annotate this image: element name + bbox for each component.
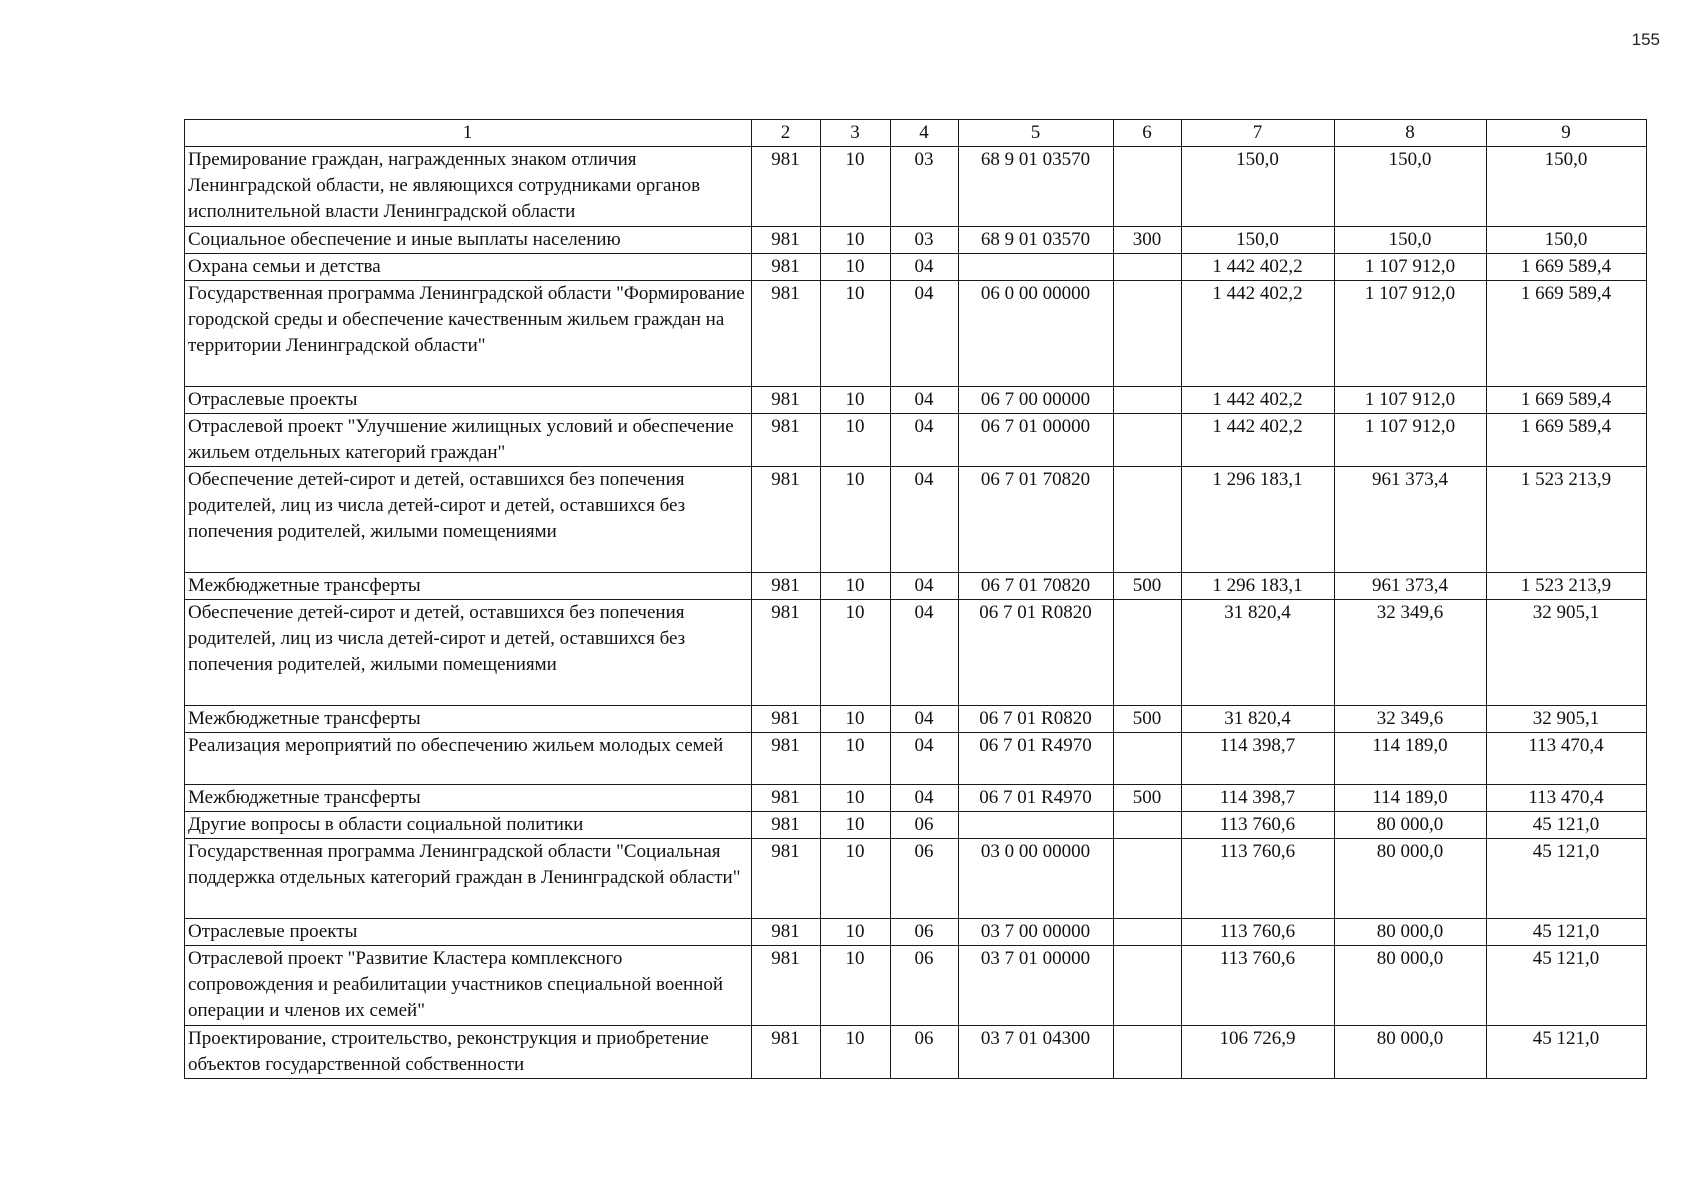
expense-type-code-cell [1114, 387, 1182, 414]
target-article-code-cell: 06 0 00 00000 [959, 281, 1114, 387]
table-row [185, 785, 1647, 812]
amount-year-3-cell: 1 523 213,9 [1487, 573, 1647, 600]
target-article-code-cell: 06 7 01 R0820 [959, 600, 1114, 706]
expense-type-code-cell [1114, 254, 1182, 281]
table-row [185, 281, 1647, 387]
section-code-cell: 10 [821, 812, 891, 839]
section-code-cell: 10 [821, 946, 891, 1026]
column-header: 5 [959, 120, 1114, 147]
column-header: 1 [185, 120, 752, 147]
line-item-name-cell: Межбюджетные трансферты [185, 573, 752, 600]
line-item-name-cell: Другие вопросы в области социальной политики [185, 812, 752, 839]
line-item-name-cell: Отраслевой проект "Развитие Кластера комплексного сопровождения и реабилитации участников специальной военной операции и членов их семей" [185, 946, 752, 1026]
amount-year-2-cell: 114 189,0 [1335, 785, 1487, 812]
amount-year-3-cell: 45 121,0 [1487, 812, 1647, 839]
subsection-code-cell: 06 [891, 812, 959, 839]
subsection-code-cell: 04 [891, 281, 959, 387]
expense-type-code-cell [1114, 946, 1182, 1026]
amount-year-3-cell: 32 905,1 [1487, 706, 1647, 733]
subsection-code-cell: 04 [891, 785, 959, 812]
line-item-name-cell: Реализация мероприятий по обеспечению жильем молодых семей [185, 733, 752, 785]
section-code-cell: 10 [821, 600, 891, 706]
amount-year-1-cell: 113 760,6 [1182, 946, 1335, 1026]
amount-year-1-cell: 113 760,6 [1182, 812, 1335, 839]
section-code-cell: 10 [821, 281, 891, 387]
target-article-code-cell [959, 254, 1114, 281]
header-row [185, 120, 1647, 147]
table-row [185, 254, 1647, 281]
amount-year-3-cell: 1 523 213,9 [1487, 467, 1647, 573]
line-item-name-cell: Государственная программа Ленинградской области "Формирование городской среды и обеспечение качественным жильем граждан на территории Ленинградской области" [185, 281, 752, 387]
expense-type-code-cell [1114, 919, 1182, 946]
amount-year-1-cell: 1 442 402,2 [1182, 254, 1335, 281]
line-item-name-cell: Межбюджетные трансферты [185, 706, 752, 733]
table-row [185, 733, 1647, 785]
ministry-code-cell: 981 [752, 147, 821, 227]
amount-year-2-cell: 80 000,0 [1335, 839, 1487, 919]
subsection-code-cell: 04 [891, 254, 959, 281]
target-article-code-cell: 06 7 01 R0820 [959, 706, 1114, 733]
amount-year-3-cell: 45 121,0 [1487, 919, 1647, 946]
amount-year-1-cell: 1 442 402,2 [1182, 414, 1335, 467]
expense-type-code-cell: 500 [1114, 573, 1182, 600]
amount-year-3-cell: 1 669 589,4 [1487, 414, 1647, 467]
amount-year-2-cell: 1 107 912,0 [1335, 254, 1487, 281]
ministry-code-cell: 981 [752, 733, 821, 785]
amount-year-2-cell: 80 000,0 [1335, 812, 1487, 839]
ministry-code-cell: 981 [752, 600, 821, 706]
amount-year-3-cell: 113 470,4 [1487, 733, 1647, 785]
table-row [185, 414, 1647, 467]
subsection-code-cell: 06 [891, 946, 959, 1026]
ministry-code-cell: 981 [752, 281, 821, 387]
amount-year-3-cell: 150,0 [1487, 147, 1647, 227]
expense-type-code-cell [1114, 147, 1182, 227]
expense-type-code-cell [1114, 812, 1182, 839]
expense-type-code-cell [1114, 1026, 1182, 1079]
line-item-name-cell: Межбюджетные трансферты [185, 785, 752, 812]
expense-type-code-cell: 500 [1114, 785, 1182, 812]
target-article-code-cell: 06 7 00 00000 [959, 387, 1114, 414]
line-item-name-cell: Отраслевые проекты [185, 387, 752, 414]
expense-type-code-cell [1114, 600, 1182, 706]
section-code-cell: 10 [821, 919, 891, 946]
section-code-cell: 10 [821, 573, 891, 600]
table-row [185, 600, 1647, 706]
amount-year-2-cell: 1 107 912,0 [1335, 281, 1487, 387]
subsection-code-cell: 04 [891, 573, 959, 600]
amount-year-3-cell: 45 121,0 [1487, 946, 1647, 1026]
ministry-code-cell: 981 [752, 785, 821, 812]
column-header: 4 [891, 120, 959, 147]
section-code-cell: 10 [821, 733, 891, 785]
expense-type-code-cell [1114, 733, 1182, 785]
amount-year-3-cell: 32 905,1 [1487, 600, 1647, 706]
line-item-name-cell: Премирование граждан, награжденных знаком отличия Ленинградской области, не являющихся сотрудниками органов исполнительной власти Ленинградской области [185, 147, 752, 227]
column-header: 3 [821, 120, 891, 147]
budget-table [184, 119, 1647, 1079]
subsection-code-cell: 06 [891, 839, 959, 919]
ministry-code-cell: 981 [752, 1026, 821, 1079]
table-row [185, 387, 1647, 414]
line-item-name-cell: Государственная программа Ленинградской области "Социальная поддержка отдельных категорий граждан в Ленинградской области" [185, 839, 752, 919]
section-code-cell: 10 [821, 1026, 891, 1079]
amount-year-2-cell: 32 349,6 [1335, 706, 1487, 733]
expense-type-code-cell [1114, 281, 1182, 387]
table-row [185, 946, 1647, 1026]
amount-year-1-cell: 1 442 402,2 [1182, 281, 1335, 387]
amount-year-3-cell: 150,0 [1487, 227, 1647, 254]
amount-year-3-cell: 1 669 589,4 [1487, 387, 1647, 414]
ministry-code-cell: 981 [752, 919, 821, 946]
amount-year-1-cell: 1 296 183,1 [1182, 467, 1335, 573]
column-header: 7 [1182, 120, 1335, 147]
expense-type-code-cell: 300 [1114, 227, 1182, 254]
target-article-code-cell: 03 7 00 00000 [959, 919, 1114, 946]
line-item-name-cell: Охрана семьи и детства [185, 254, 752, 281]
subsection-code-cell: 04 [891, 414, 959, 467]
amount-year-1-cell: 1 442 402,2 [1182, 387, 1335, 414]
ministry-code-cell: 981 [752, 946, 821, 1026]
section-code-cell: 10 [821, 227, 891, 254]
section-code-cell: 10 [821, 706, 891, 733]
section-code-cell: 10 [821, 387, 891, 414]
amount-year-2-cell: 961 373,4 [1335, 573, 1487, 600]
table-row [185, 467, 1647, 573]
amount-year-3-cell: 1 669 589,4 [1487, 254, 1647, 281]
target-article-code-cell: 06 7 01 00000 [959, 414, 1114, 467]
column-header: 2 [752, 120, 821, 147]
target-article-code-cell: 06 7 01 70820 [959, 467, 1114, 573]
column-header: 6 [1114, 120, 1182, 147]
section-code-cell: 10 [821, 839, 891, 919]
ministry-code-cell: 981 [752, 573, 821, 600]
column-header: 8 [1335, 120, 1487, 147]
subsection-code-cell: 04 [891, 733, 959, 785]
amount-year-2-cell: 32 349,6 [1335, 600, 1487, 706]
amount-year-2-cell: 1 107 912,0 [1335, 387, 1487, 414]
amount-year-3-cell: 45 121,0 [1487, 1026, 1647, 1079]
section-code-cell: 10 [821, 467, 891, 573]
subsection-code-cell: 04 [891, 387, 959, 414]
target-article-code-cell: 03 7 01 00000 [959, 946, 1114, 1026]
amount-year-1-cell: 1 296 183,1 [1182, 573, 1335, 600]
table-row [185, 839, 1647, 919]
amount-year-2-cell: 150,0 [1335, 147, 1487, 227]
amount-year-2-cell: 961 373,4 [1335, 467, 1487, 573]
amount-year-2-cell: 80 000,0 [1335, 919, 1487, 946]
section-code-cell: 10 [821, 254, 891, 281]
ministry-code-cell: 981 [752, 839, 821, 919]
ministry-code-cell: 981 [752, 467, 821, 573]
expense-type-code-cell [1114, 467, 1182, 573]
expense-type-code-cell [1114, 414, 1182, 467]
table-row [185, 147, 1647, 227]
table-row [185, 1026, 1647, 1079]
target-article-code-cell: 06 7 01 R4970 [959, 785, 1114, 812]
expense-type-code-cell [1114, 839, 1182, 919]
amount-year-2-cell: 1 107 912,0 [1335, 414, 1487, 467]
expense-type-code-cell: 500 [1114, 706, 1182, 733]
amount-year-1-cell: 113 760,6 [1182, 919, 1335, 946]
section-code-cell: 10 [821, 785, 891, 812]
table-row [185, 919, 1647, 946]
line-item-name-cell: Социальное обеспечение и иные выплаты населению [185, 227, 752, 254]
line-item-name-cell: Обеспечение детей-сирот и детей, оставшихся без попечения родителей, лиц из числа детей-сирот и детей, оставшихся без попечения родителей, жилыми помещениями [185, 467, 752, 573]
ministry-code-cell: 981 [752, 387, 821, 414]
target-article-code-cell: 06 7 01 70820 [959, 573, 1114, 600]
target-article-code-cell: 68 9 01 03570 [959, 227, 1114, 254]
amount-year-1-cell: 106 726,9 [1182, 1026, 1335, 1079]
target-article-code-cell: 06 7 01 R4970 [959, 733, 1114, 785]
subsection-code-cell: 04 [891, 706, 959, 733]
subsection-code-cell: 03 [891, 147, 959, 227]
target-article-code-cell: 68 9 01 03570 [959, 147, 1114, 227]
section-code-cell: 10 [821, 147, 891, 227]
ministry-code-cell: 981 [752, 227, 821, 254]
line-item-name-cell: Отраслевой проект "Улучшение жилищных условий и обеспечение жильем отдельных категорий граждан" [185, 414, 752, 467]
amount-year-1-cell: 114 398,7 [1182, 733, 1335, 785]
line-item-name-cell: Проектирование, строительство, реконструкция и приобретение объектов государственной собственности [185, 1026, 752, 1079]
line-item-name-cell: Отраслевые проекты [185, 919, 752, 946]
subsection-code-cell: 06 [891, 1026, 959, 1079]
amount-year-2-cell: 80 000,0 [1335, 1026, 1487, 1079]
amount-year-3-cell: 45 121,0 [1487, 839, 1647, 919]
target-article-code-cell: 03 7 01 04300 [959, 1026, 1114, 1079]
table-row [185, 812, 1647, 839]
amount-year-3-cell: 1 669 589,4 [1487, 281, 1647, 387]
amount-year-1-cell: 31 820,4 [1182, 706, 1335, 733]
ministry-code-cell: 981 [752, 254, 821, 281]
subsection-code-cell: 06 [891, 919, 959, 946]
amount-year-2-cell: 150,0 [1335, 227, 1487, 254]
amount-year-3-cell: 113 470,4 [1487, 785, 1647, 812]
subsection-code-cell: 04 [891, 467, 959, 573]
subsection-code-cell: 03 [891, 227, 959, 254]
section-code-cell: 10 [821, 414, 891, 467]
ministry-code-cell: 981 [752, 812, 821, 839]
line-item-name-cell: Обеспечение детей-сирот и детей, оставшихся без попечения родителей, лиц из числа детей-сирот и детей, оставшихся без попечения родителей, жилыми помещениями [185, 600, 752, 706]
target-article-code-cell: 03 0 00 00000 [959, 839, 1114, 919]
page-number: 155 [1631, 30, 1660, 49]
ministry-code-cell: 981 [752, 706, 821, 733]
amount-year-1-cell: 113 760,6 [1182, 839, 1335, 919]
target-article-code-cell [959, 812, 1114, 839]
amount-year-1-cell: 31 820,4 [1182, 600, 1335, 706]
amount-year-1-cell: 150,0 [1182, 227, 1335, 254]
amount-year-2-cell: 114 189,0 [1335, 733, 1487, 785]
amount-year-1-cell: 114 398,7 [1182, 785, 1335, 812]
table-row [185, 573, 1647, 600]
table-row [185, 706, 1647, 733]
amount-year-2-cell: 80 000,0 [1335, 946, 1487, 1026]
ministry-code-cell: 981 [752, 414, 821, 467]
column-header: 9 [1487, 120, 1647, 147]
table-row [185, 227, 1647, 254]
subsection-code-cell: 04 [891, 600, 959, 706]
amount-year-1-cell: 150,0 [1182, 147, 1335, 227]
